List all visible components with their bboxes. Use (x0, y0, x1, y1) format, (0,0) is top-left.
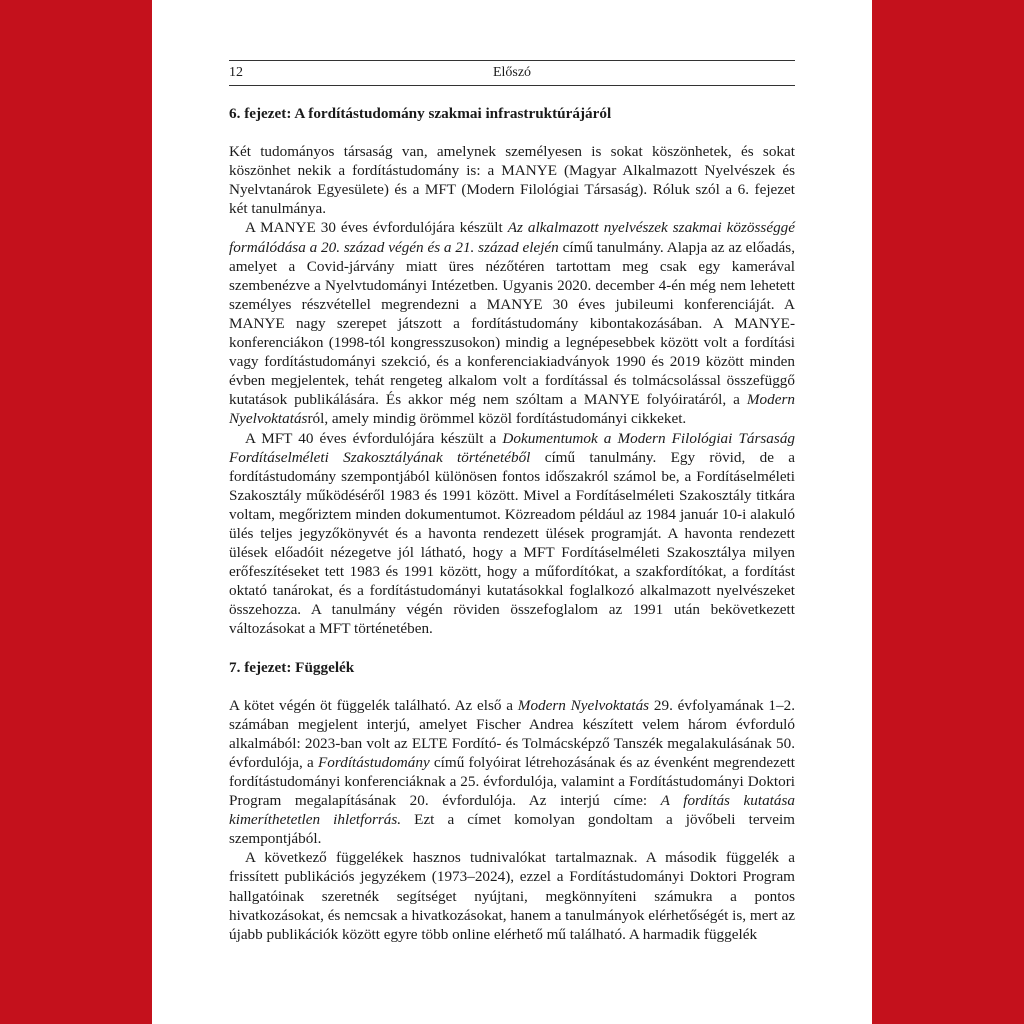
chapter-6-heading: 6. fejezet: A fordítástudomány szakmai infrastruktúrájáról (229, 105, 612, 122)
book-page (152, 0, 872, 1024)
text-run: 29. évfolyamának 1–2. számában megjelent interjú, amelyet Fischer Andrea készített velem három évforduló alkalmából: 2023-ban volt az ELTE Fordító- és Tolmácsképző Tanszék megalakulásának 50. évfordulója, a (229, 696, 796, 771)
page-body (229, 104, 795, 944)
section-gap (229, 639, 795, 658)
text-run: című tanulmány. Alapja az az előadás, amelyet a Covid-járvány miatt üres nézőtéren tartottam meg csak egy kamerával szembenézve a Nyelvtudományi Intézetben. Ugyanis 2020. december 4-én még nem lehetett személyes részvétellel megrendezni a MANYE 30 éves jubileumi konferenciáját. A MANYE nagy szerepet játszott a fordítástudomány kibontakozásában. A MANYE-konferenciákon (1998-tól kongresszusokon) mindig a legnépesebbek között volt a fordítási vagy fordítástudományi szekció, és a konferenciakiadványok 1990 és 2019 között minden évben megjelentek, tehát rengeteg alkalom volt a fordítással és tolmácsolással összefüggő kutatások publikálására. És akkor még nem szóltam a MANYE folyóiratáról, a (229, 238, 796, 409)
chapter-6-paragraph-1: Két tudományos társaság van, amelynek személyesen is sokat köszönhetek, és sokat köszönhet nekik a fordítástudomány is: a MANYE (Magyar Alkalmazott Nyelvészek és Nyelvtanárok Egyesülete) és a MFT (Modern Filológiai Társaság). Róluk szól a 6. fejezet két tanulmánya. (229, 143, 795, 218)
interview-title: A fordítás kutatása kimeríthetetlen ihletforrás. (229, 792, 795, 829)
running-header (229, 60, 795, 86)
text-run: ról, amely mindig örömmel közöl fordítástudományi cikkeket. (307, 410, 687, 428)
text-run: című tanulmány. Egy rövid, de a fordítástudomány szempontjából különösen fontos időszakról számol be, a Fordításelméleti Szakosztály működéséről 1983 és 1991 között. Mivel a Fordításelméleti Szakosztály titkára voltam, megőriztem minden dokumentumot. Közreadom például az 1984 január 10-i alakuló ülés teljes jegyzőkönyvét és a havonta rendezett ülések programját. A havonta rendezett ülések előadóit nézegetve jól látható, hogy a MFT Fordításelméleti Szakosztálya milyen erőfeszítéseket tett 1983 és 1991 között, hogy a műfordítókat, a szakfordítókat, a fordítást oktató tanárokat, és a fordítástudományi kutatásokkal foglalkozó alkalmazott nyelvészeket összehozza. A tanulmány végén röviden összefoglalom az 1991 után bekövetkezett változásokat a MFT történetében. (229, 448, 795, 638)
running-title: Előszó (492, 65, 532, 80)
text-run: című folyóirat létrehozásának és az évenként megrendezett fordítástudományi konferenciáknak a 25. évfordulója, valamint a Fordítástudományi Doktori Program megalapításának 20. évfordulója. Az interjú címe: (229, 753, 796, 810)
journal-title: Modern Nyelvoktatás (517, 696, 650, 714)
study-title: Dokumentumok a Modern Filológiai Társaság Fordításelméleti Szakosztályának történetéből (229, 429, 796, 466)
text-run: A MANYE 30 éves évfordulójára készült (245, 219, 508, 237)
page-number: 12 (229, 65, 243, 80)
text-run: A kötet végén öt függelék található. Az első a (229, 696, 518, 714)
chapter-7-paragraph-1 (229, 696, 795, 849)
chapter-6-paragraph-3 (229, 429, 795, 639)
study-title: Az alkalmazott nyelvészek szakmai közösséggé formálódása a 20. század végén és a 21. század elején (229, 219, 796, 256)
chapter-7-paragraph-2: A következő függelékek hasznos tudnivalókat tartalmaznak. A második függelék a frissített publikációs jegyzékem (1973–2024), ezzel a Fordítástudományi Doktori Program hallgatóinak szeretnék segítséget nyújtani, megkönnyíteni számukra a pontos hivatkozásokat, és nemcsak a hivatkozásokat, hanem a tanulmányok elérhetőségét is, mert az újabb publikációk között egyre több online elérhető mű található. A harmadik függelék (229, 849, 795, 943)
journal-title: Fordítástudomány (318, 753, 430, 771)
chapter-7-heading: 7. fejezet: Függelék (229, 658, 355, 676)
text-run: Ezt a címet komolyan gondoltam a jövőbeli terveim szempontjából. (229, 811, 795, 848)
journal-title: Modern Nyelvoktatás (229, 391, 795, 428)
chapter-6-paragraph-2 (229, 218, 795, 428)
text-run: A MFT 40 éves évfordulójára készült a (245, 429, 503, 447)
